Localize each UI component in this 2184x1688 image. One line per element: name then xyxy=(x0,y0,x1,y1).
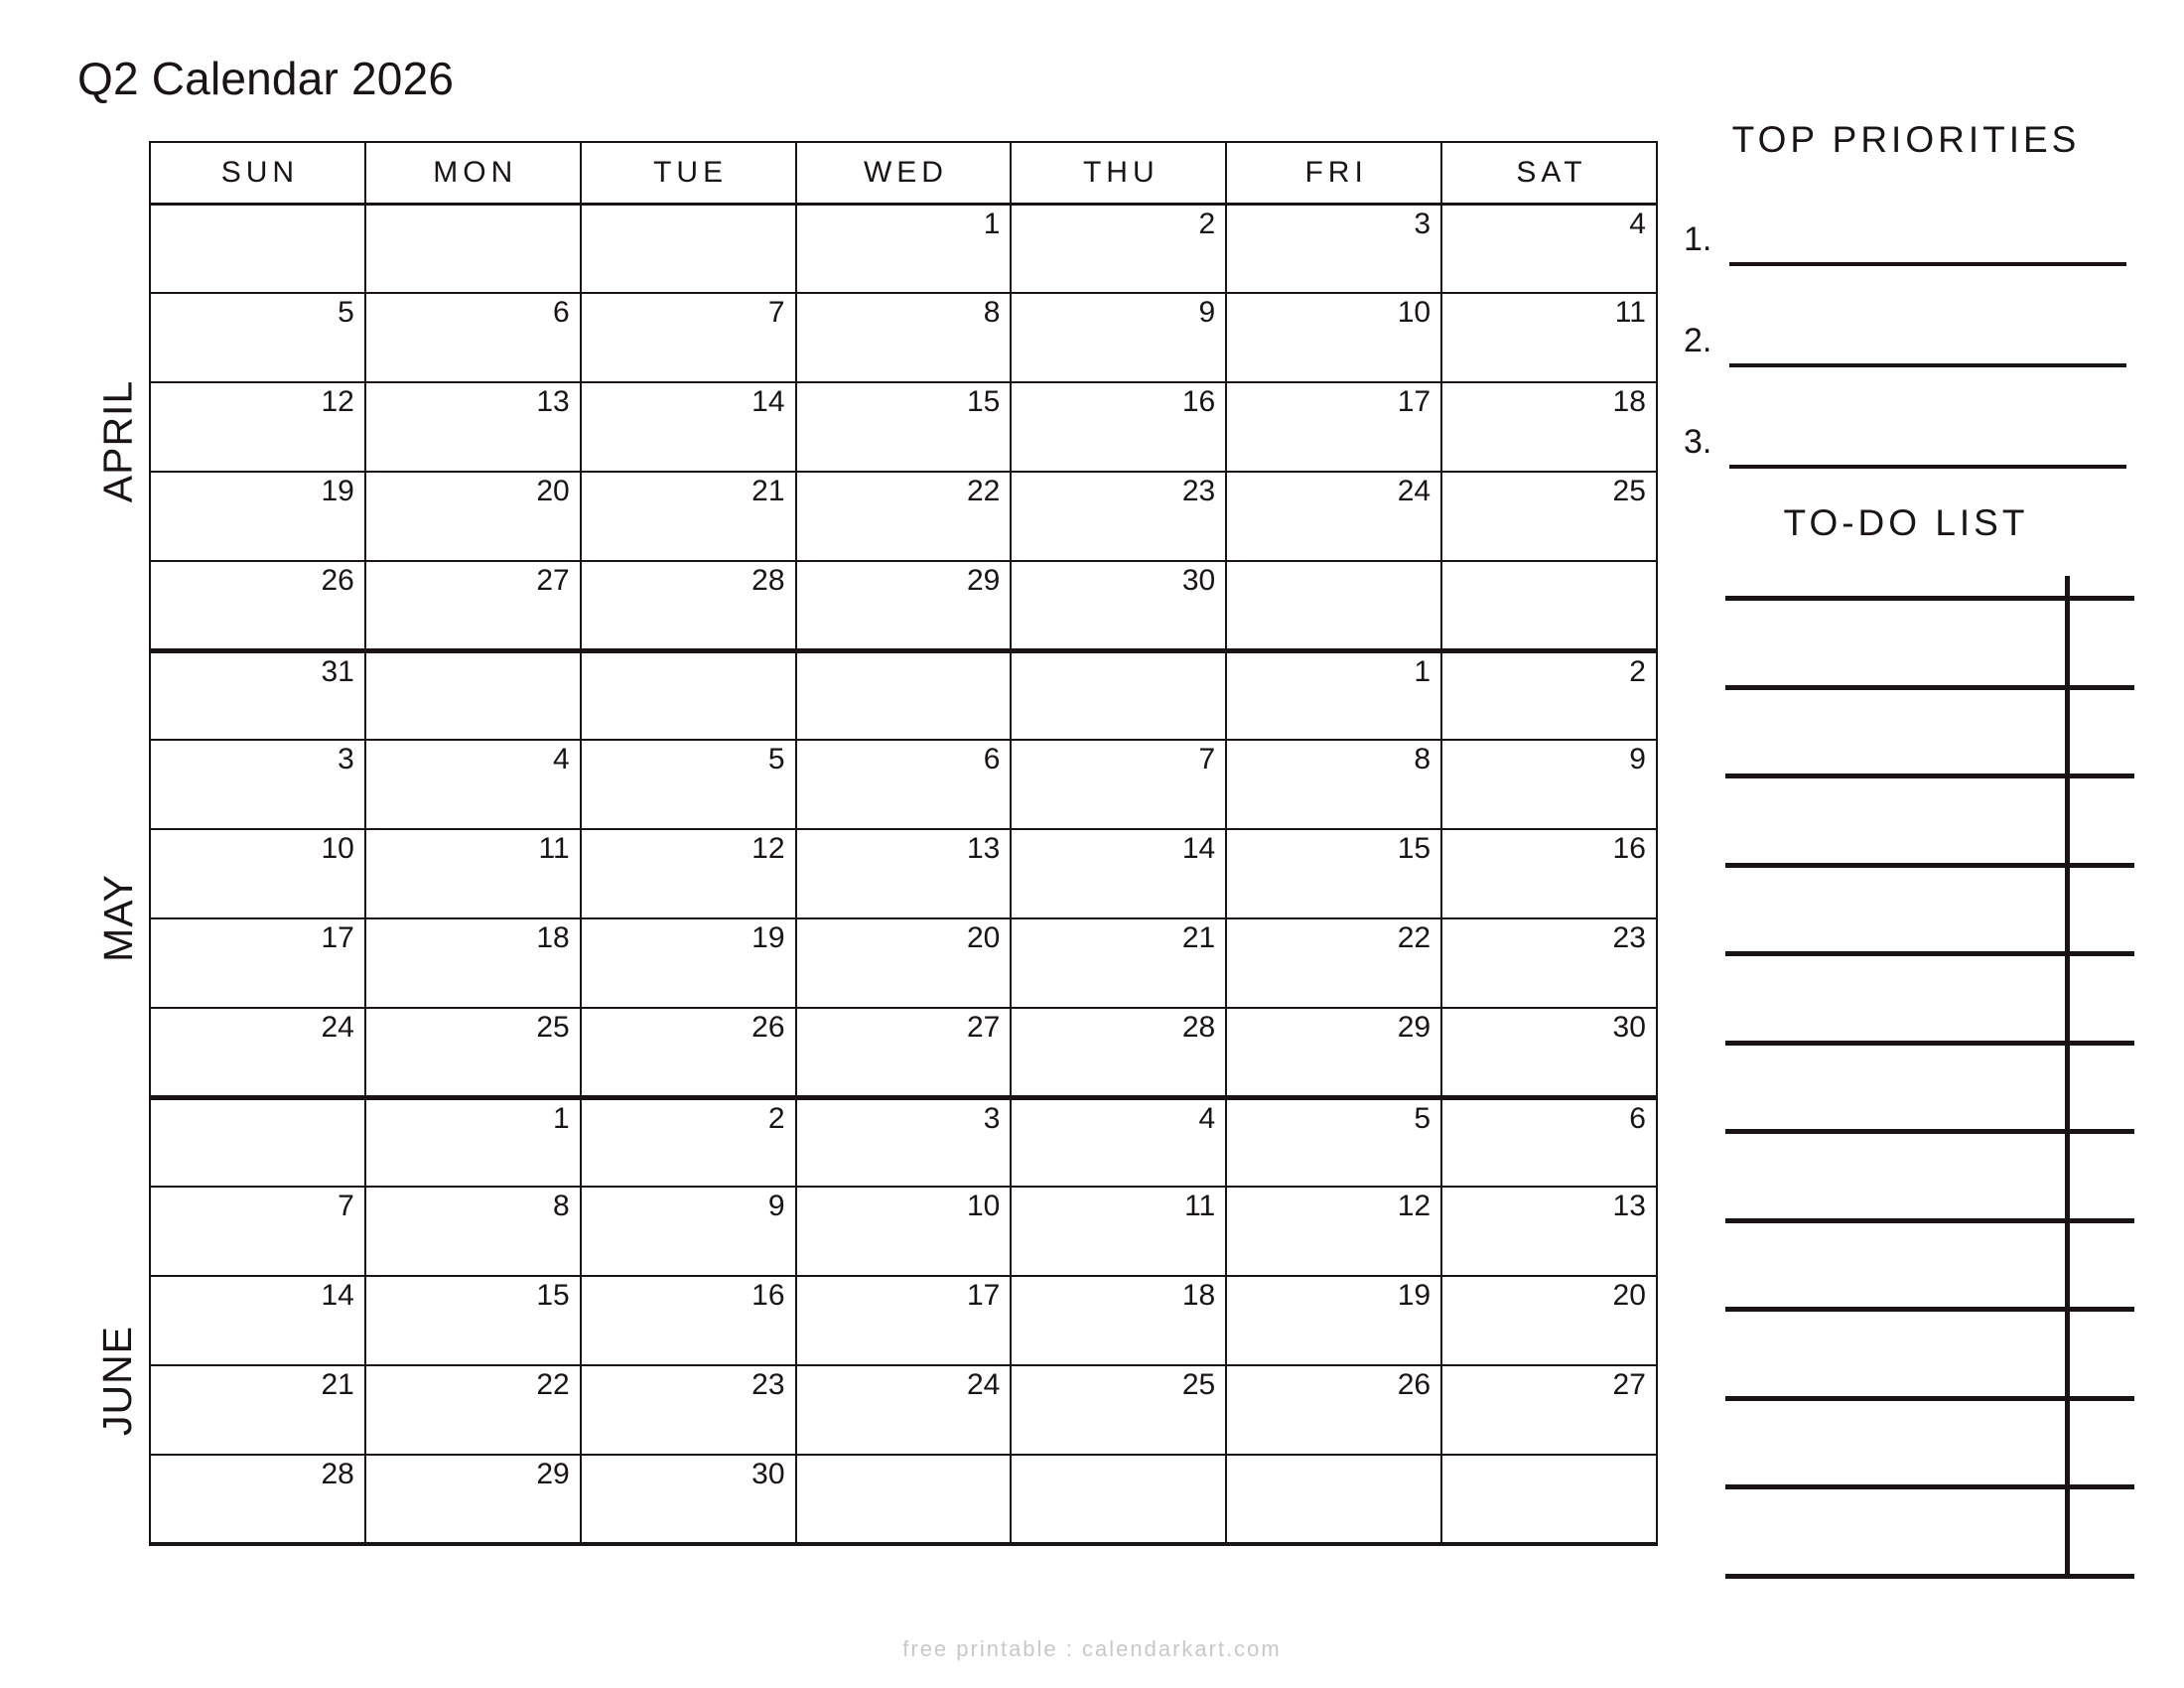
day-cell-empty[interactable] xyxy=(150,204,365,293)
priority-row-2[interactable] xyxy=(1678,310,2144,411)
day-cell[interactable]: 24 xyxy=(1226,472,1441,561)
day-cell[interactable]: 3 xyxy=(796,1097,1012,1187)
day-cell[interactable]: 17 xyxy=(150,918,365,1008)
day-cell[interactable]: 10 xyxy=(1226,293,1441,382)
day-header-sun: SUN xyxy=(150,142,365,204)
day-cell[interactable]: 2 xyxy=(581,1097,796,1187)
day-cell-empty[interactable] xyxy=(796,1455,1012,1544)
todo-write-line-5[interactable] xyxy=(1725,951,2134,956)
day-cell[interactable]: 6 xyxy=(1441,1097,1657,1187)
todo-write-line-10[interactable] xyxy=(1725,1396,2134,1401)
todo-write-line-12[interactable] xyxy=(1725,1574,2134,1579)
calendar-body xyxy=(150,204,1657,1544)
month-label-april-text: APRIL xyxy=(94,379,141,502)
day-cell[interactable]: 27 xyxy=(796,1008,1012,1097)
priority-write-line-1[interactable] xyxy=(1729,262,2126,266)
day-cell[interactable]: 15 xyxy=(365,1276,581,1365)
day-cell-empty[interactable] xyxy=(1441,1455,1657,1544)
month-label-column xyxy=(87,203,149,1606)
day-cell[interactable]: 27 xyxy=(1441,1365,1657,1455)
priority-write-line-2[interactable] xyxy=(1729,363,2126,367)
day-cell[interactable]: 6 xyxy=(365,293,581,382)
day-cell[interactable]: 3 xyxy=(150,740,365,829)
day-cell[interactable]: 3 xyxy=(1226,204,1441,293)
day-cell[interactable]: 20 xyxy=(796,918,1012,1008)
calendar-grid-wrapper xyxy=(149,141,1656,1606)
day-cell[interactable]: 22 xyxy=(796,472,1012,561)
day-cell[interactable]: 23 xyxy=(1011,472,1226,561)
day-cell[interactable]: 26 xyxy=(150,561,365,650)
day-cell[interactable]: 29 xyxy=(1226,1008,1441,1097)
day-cell[interactable]: 26 xyxy=(581,1008,796,1097)
day-cell[interactable]: 1 xyxy=(796,204,1012,293)
day-cell[interactable]: 8 xyxy=(1226,740,1441,829)
week-row xyxy=(150,1008,1657,1097)
day-cell[interactable]: 5 xyxy=(150,293,365,382)
day-cell[interactable]: 21 xyxy=(150,1365,365,1455)
day-cell[interactable]: 7 xyxy=(1011,740,1226,829)
month-label-april xyxy=(87,203,149,679)
day-cell-empty[interactable] xyxy=(1226,561,1441,650)
day-cell[interactable]: 4 xyxy=(1441,204,1657,293)
day-cell[interactable]: 16 xyxy=(1441,829,1657,918)
day-cell[interactable]: 27 xyxy=(365,561,581,650)
priority-row-1[interactable] xyxy=(1678,209,2144,310)
day-cell[interactable]: 9 xyxy=(1441,740,1657,829)
week-row xyxy=(150,1187,1657,1276)
day-cell-empty[interactable] xyxy=(581,650,796,740)
day-cell[interactable]: 10 xyxy=(150,829,365,918)
day-cell[interactable]: 12 xyxy=(581,829,796,918)
todo-write-line-7[interactable] xyxy=(1725,1129,2134,1134)
top-priorities-heading: TOP PRIORITIES xyxy=(1731,119,2081,160)
month-label-june-text: JUNE xyxy=(94,1325,141,1437)
day-cell[interactable]: 4 xyxy=(365,740,581,829)
day-cell[interactable]: 12 xyxy=(150,382,365,472)
month-label-may-text: MAY xyxy=(94,873,141,962)
week-row xyxy=(150,1455,1657,1544)
day-header-sat: SAT xyxy=(1441,142,1657,204)
day-cell[interactable]: 25 xyxy=(365,1008,581,1097)
day-cell[interactable]: 13 xyxy=(365,382,581,472)
day-cell[interactable]: 16 xyxy=(1011,382,1226,472)
todo-write-line-8[interactable] xyxy=(1725,1218,2134,1223)
priority-row-3[interactable] xyxy=(1678,411,2144,512)
day-cell[interactable]: 24 xyxy=(796,1365,1012,1455)
todo-write-line-11[interactable] xyxy=(1725,1484,2134,1489)
day-cell[interactable]: 4 xyxy=(1011,1097,1226,1187)
day-cell[interactable]: 23 xyxy=(1441,918,1657,1008)
day-cell[interactable]: 17 xyxy=(796,1276,1012,1365)
day-cell[interactable]: 24 xyxy=(150,1008,365,1097)
day-cell[interactable]: 6 xyxy=(796,740,1012,829)
priority-number-3: 3. xyxy=(1684,423,1712,461)
week-row xyxy=(150,382,1657,472)
day-cell[interactable]: 19 xyxy=(581,918,796,1008)
month-label-may xyxy=(87,679,149,1156)
day-cell[interactable]: 28 xyxy=(581,561,796,650)
week-row xyxy=(150,829,1657,918)
todo-write-line-2[interactable] xyxy=(1725,685,2134,690)
day-cell[interactable]: 21 xyxy=(1011,918,1226,1008)
calendar-block xyxy=(87,141,1656,1606)
week-row xyxy=(150,1276,1657,1365)
week-row xyxy=(150,293,1657,382)
day-cell[interactable]: 25 xyxy=(1441,472,1657,561)
day-header-mon: MON xyxy=(365,142,581,204)
week-row xyxy=(150,204,1657,293)
day-cell[interactable]: 22 xyxy=(1226,918,1441,1008)
week-row xyxy=(150,1365,1657,1455)
day-cell[interactable]: 15 xyxy=(796,382,1012,472)
month-label-june xyxy=(87,1156,149,1606)
day-cell[interactable]: 1 xyxy=(1226,650,1441,740)
todo-write-line-1[interactable] xyxy=(1725,596,2134,601)
day-header-fri: FRI xyxy=(1226,142,1441,204)
page-title: Q2 Calendar 2026 xyxy=(77,53,455,104)
day-cell[interactable]: 5 xyxy=(581,740,796,829)
day-cell[interactable]: 23 xyxy=(581,1365,796,1455)
day-cell[interactable]: 21 xyxy=(581,472,796,561)
right-panel xyxy=(1678,119,2134,1618)
day-cell-empty[interactable] xyxy=(581,204,796,293)
day-cell[interactable]: 11 xyxy=(365,829,581,918)
day-cell[interactable]: 18 xyxy=(365,918,581,1008)
priority-number-2: 2. xyxy=(1684,322,1712,359)
day-cell[interactable]: 14 xyxy=(150,1276,365,1365)
day-cell[interactable]: 28 xyxy=(150,1455,365,1544)
day-cell-empty[interactable] xyxy=(150,1097,365,1187)
day-header-thu: THU xyxy=(1011,142,1226,204)
day-cell[interactable]: 20 xyxy=(1441,1276,1657,1365)
todo-write-line-9[interactable] xyxy=(1725,1307,2134,1312)
day-cell[interactable]: 28 xyxy=(1011,1008,1226,1097)
day-cell[interactable]: 30 xyxy=(1011,561,1226,650)
day-cell-empty[interactable] xyxy=(1011,1455,1226,1544)
priority-write-line-3[interactable] xyxy=(1729,465,2126,469)
day-cell-empty[interactable] xyxy=(1226,1455,1441,1544)
week-row xyxy=(150,650,1657,740)
day-cell[interactable]: 8 xyxy=(796,293,1012,382)
todo-list-heading: TO-DO LIST xyxy=(1783,502,2029,543)
day-cell[interactable]: 19 xyxy=(150,472,365,561)
day-header-tue: TUE xyxy=(581,142,796,204)
day-cell[interactable]: 11 xyxy=(1011,1187,1226,1276)
week-row xyxy=(150,918,1657,1008)
todo-write-line-6[interactable] xyxy=(1725,1041,2134,1046)
day-cell[interactable]: 14 xyxy=(1011,829,1226,918)
day-header-wed: WED xyxy=(796,142,1012,204)
day-cell[interactable]: 8 xyxy=(365,1187,581,1276)
day-cell[interactable]: 29 xyxy=(365,1455,581,1544)
day-cell[interactable]: 25 xyxy=(1011,1365,1226,1455)
day-cell[interactable]: 13 xyxy=(796,829,1012,918)
day-cell[interactable]: 26 xyxy=(1226,1365,1441,1455)
day-cell[interactable]: 22 xyxy=(365,1365,581,1455)
day-cell[interactable]: 5 xyxy=(1226,1097,1441,1187)
day-cell[interactable]: 19 xyxy=(1226,1276,1441,1365)
day-cell[interactable]: 31 xyxy=(150,650,365,740)
day-header-row xyxy=(150,142,1657,204)
day-cell[interactable]: 11 xyxy=(1441,293,1657,382)
day-cell[interactable]: 30 xyxy=(581,1455,796,1544)
day-cell[interactable]: 13 xyxy=(1441,1187,1657,1276)
day-cell[interactable]: 10 xyxy=(796,1187,1012,1276)
day-cell[interactable]: 2 xyxy=(1441,650,1657,740)
day-cell[interactable]: 14 xyxy=(581,382,796,472)
day-cell[interactable]: 2 xyxy=(1011,204,1226,293)
day-cell-empty[interactable] xyxy=(1441,561,1657,650)
todo-vertical-divider xyxy=(2065,576,2070,1579)
week-row xyxy=(150,740,1657,829)
day-cell-empty[interactable] xyxy=(365,204,581,293)
day-cell[interactable]: 7 xyxy=(581,293,796,382)
week-row xyxy=(150,1097,1657,1187)
week-row xyxy=(150,561,1657,650)
day-cell[interactable]: 1 xyxy=(365,1097,581,1187)
day-cell[interactable]: 18 xyxy=(1441,382,1657,472)
calendar-table xyxy=(149,141,1658,1546)
day-cell-empty[interactable] xyxy=(796,650,1012,740)
day-cell[interactable]: 9 xyxy=(1011,293,1226,382)
day-cell[interactable]: 16 xyxy=(581,1276,796,1365)
day-cell-empty[interactable] xyxy=(1011,650,1226,740)
day-cell[interactable]: 12 xyxy=(1226,1187,1441,1276)
todo-list-lines xyxy=(1725,576,2134,1618)
todo-write-line-4[interactable] xyxy=(1725,863,2134,868)
day-cell[interactable]: 20 xyxy=(365,472,581,561)
day-cell[interactable]: 18 xyxy=(1011,1276,1226,1365)
day-cell[interactable]: 17 xyxy=(1226,382,1441,472)
day-cell-empty[interactable] xyxy=(365,650,581,740)
week-row xyxy=(150,472,1657,561)
top-priorities-list xyxy=(1678,209,2144,512)
footer-credit: free printable : calendarkart.com xyxy=(902,1636,1282,1661)
day-cell[interactable]: 9 xyxy=(581,1187,796,1276)
day-cell[interactable]: 29 xyxy=(796,561,1012,650)
day-cell[interactable]: 15 xyxy=(1226,829,1441,918)
todo-write-line-3[interactable] xyxy=(1725,774,2134,778)
day-cell[interactable]: 7 xyxy=(150,1187,365,1276)
priority-number-1: 1. xyxy=(1684,220,1712,258)
day-cell[interactable]: 30 xyxy=(1441,1008,1657,1097)
